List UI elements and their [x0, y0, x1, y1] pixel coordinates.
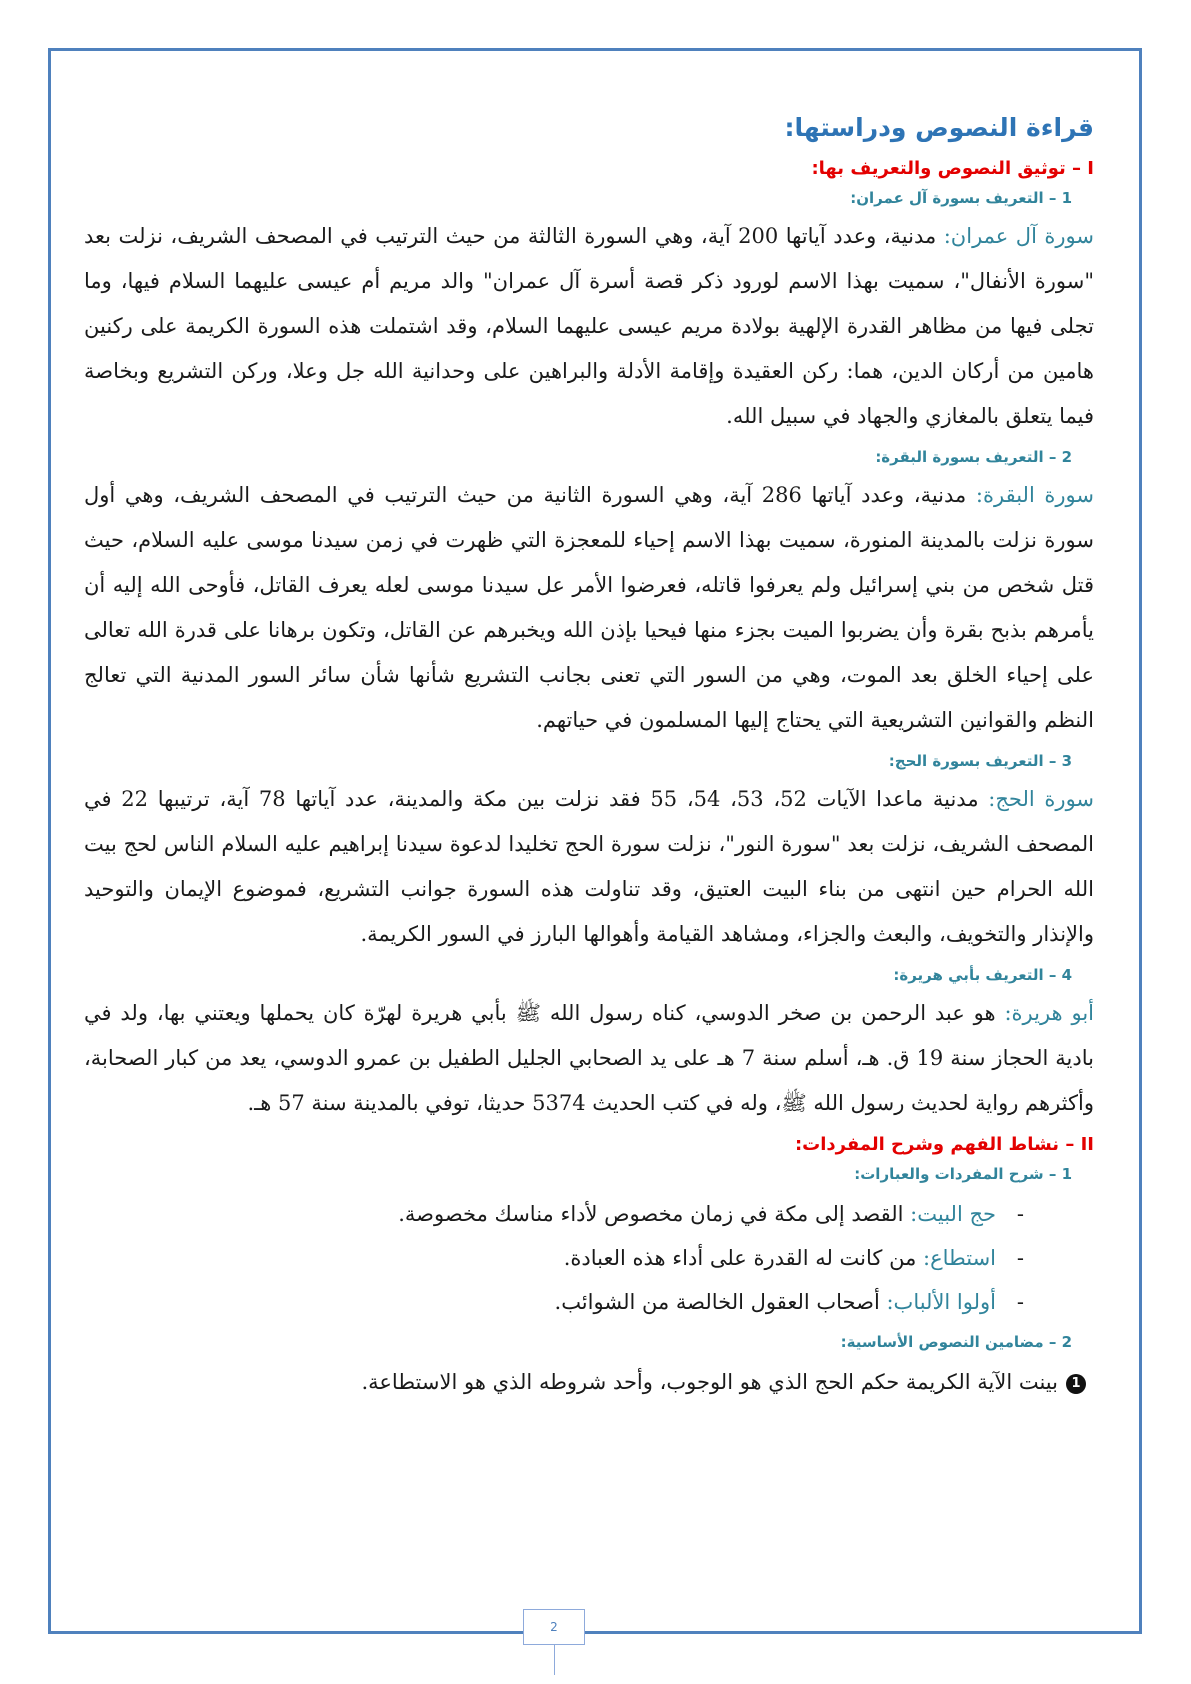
item-4-paragraph	[84, 991, 1094, 1126]
vocab-term: استطاع:	[923, 1246, 996, 1270]
section-2-title: II – نشاط الفهم وشرح المفردات:	[794, 1134, 1094, 1155]
vocab-item	[84, 1192, 1024, 1236]
item-3-text: مدنية ماعدا الآيات 52، 53، 54، 55 فقد نزلت بين مكة والمدينة، عدد آياتها 78 آية، ترتيبها 22 في المصحف الشريف، نزلت بعد "سورة النور"، نزلت سورة الحج تخليدا لدعوة سيدنا إبراهيم عليه السلام الناس لحج بيت الله الحرام حين انتهى من بناء البيت العتيق، وقد تناولت هذه السورة جوانب التشريع، فموضوع الإيمان والتوحيد والإنذار والتخويف، والبعث والجزاء، ومشاهد القيامة وأهوالها البارز في السور الكريمة.	[84, 787, 1094, 946]
list-dash: -	[1016, 1202, 1024, 1226]
document-body	[84, 108, 1094, 1404]
vocab-definition: أصحاب العقول الخالصة من الشوائب.	[554, 1290, 887, 1314]
section-1-title: I – توثيق النصوص والتعريف بها:	[811, 158, 1094, 179]
item-3-lead: سورة الحج:	[988, 787, 1095, 811]
vocab-item	[84, 1236, 1024, 1280]
item-1-text: مدنية، وعدد آياتها 200 آية، وهي السورة الثالثة من حيث الترتيب في المصحف الشريف، نزلت بعد "سورة الأنفال"، سميت بهذا الاسم لورود ذكر قصة أسرة آل عمران" والد مريم أم عيسى عليهما السلام فيها، وما تجلى فيها من مظاهر القدرة الإلهية بولادة مريم عيسى عليهما السلام، وقد اشتملت هذه السورة الكريمة على ركنين هامين من أركان الدين، هما: ركن العقيدة وإقامة الأدلة والبراهين على وحدانية الله جل وعلا، وركن التشريع وبخاصة فيما يتعلق بالمغازي والجهاد في سبيل الله.	[84, 224, 1094, 428]
number-one-icon: 1	[1066, 1374, 1086, 1394]
vocab-definition: من كانت له القدرة على أداء هذه العبادة.	[563, 1246, 923, 1270]
page-number-divider	[554, 1645, 555, 1675]
item-4-lead: أبو هريرة:	[1004, 1001, 1094, 1025]
item-2-lead: سورة البقرة:	[975, 483, 1094, 507]
vocab-list	[84, 1192, 1094, 1324]
theme-item	[84, 1360, 1094, 1404]
themes-heading: 2 – مضامين النصوص الأساسية:	[840, 1333, 1072, 1351]
vocab-definition: القصد إلى مكة في زمان مخصوص لأداء مناسك مخصوصة.	[398, 1202, 911, 1226]
list-dash: -	[1016, 1290, 1024, 1314]
vocab-item	[84, 1280, 1024, 1324]
item-2-paragraph	[84, 473, 1094, 743]
vocab-term: أولوا الألباب:	[886, 1290, 996, 1314]
item-4-heading: 4 – التعريف بأبي هريرة:	[893, 966, 1072, 984]
item-1-lead: سورة آل عمران:	[943, 224, 1094, 248]
page-number: 2	[523, 1609, 585, 1645]
item-1-heading: 1 – التعريف بسورة آل عمران:	[850, 189, 1072, 207]
item-4-text: هو عبد الرحمن بن صخر الدوسي، كناه رسول الله ﷺ بأبي هريرة لهرّة كان يحملها ويعتني بها، ولد في بادية الحجاز سنة 19 ق. هـ، أسلم سنة 7 هـ على يد الصحابي الجليل الطفيل بن عمرو الدوسي، يعد من كبار الصحابة، وأكثرهم رواية لحديث رسول الله ﷺ، وله في كتب الحديث 5374 حديثا، توفي بالمدينة سنة 57 هـ.	[84, 1001, 1094, 1115]
item-2-text: مدنية، وعدد آياتها 286 آية، وهي السورة الثانية من حيث الترتيب في المصحف الشريف، وهي أول سورة نزلت بالمدينة المنورة، سميت بهذا الاسم إحياء للمعجزة التي ظهرت في زمن سيدنا موسى عليه السلام، حيث قتل شخص من بني إسرائيل ولم يعرفوا قاتله، فعرضوا الأمر عل سيدنا موسى لعله يعرف القاتل، فأوحى الله إليه أن يأمرهم بذبح بقرة وأن يضربوا الميت بجزء منها فيحيا بإذن الله ويخبرهم عن القاتل، وتكون برهانا على قدرة الله تعالى على إحياء الخلق بعد الموت، وهي من السور التي تعنى بجانب التشريع شأنها شأن سائر السور المدنية التي تعالج النظم والقوانين التشريعية التي يحتاج إليها المسلمون في حياتهم.	[84, 483, 1094, 732]
page-title: قراءة النصوص ودراستها:	[784, 113, 1094, 142]
vocab-term: حج البيت:	[910, 1202, 996, 1226]
vocab-heading: 1 – شرح المفردات والعبارات:	[854, 1165, 1072, 1183]
item-1-paragraph	[84, 214, 1094, 439]
item-3-paragraph	[84, 777, 1094, 957]
theme-text: بينت الآية الكريمة حكم الحج الذي هو الوجوب، وأحد شروطه الذي هو الاستطاعة.	[361, 1370, 1058, 1394]
list-dash: -	[1016, 1246, 1024, 1270]
item-2-heading: 2 – التعريف بسورة البقرة:	[875, 448, 1072, 466]
item-3-heading: 3 – التعريف بسورة الحج:	[888, 752, 1072, 770]
